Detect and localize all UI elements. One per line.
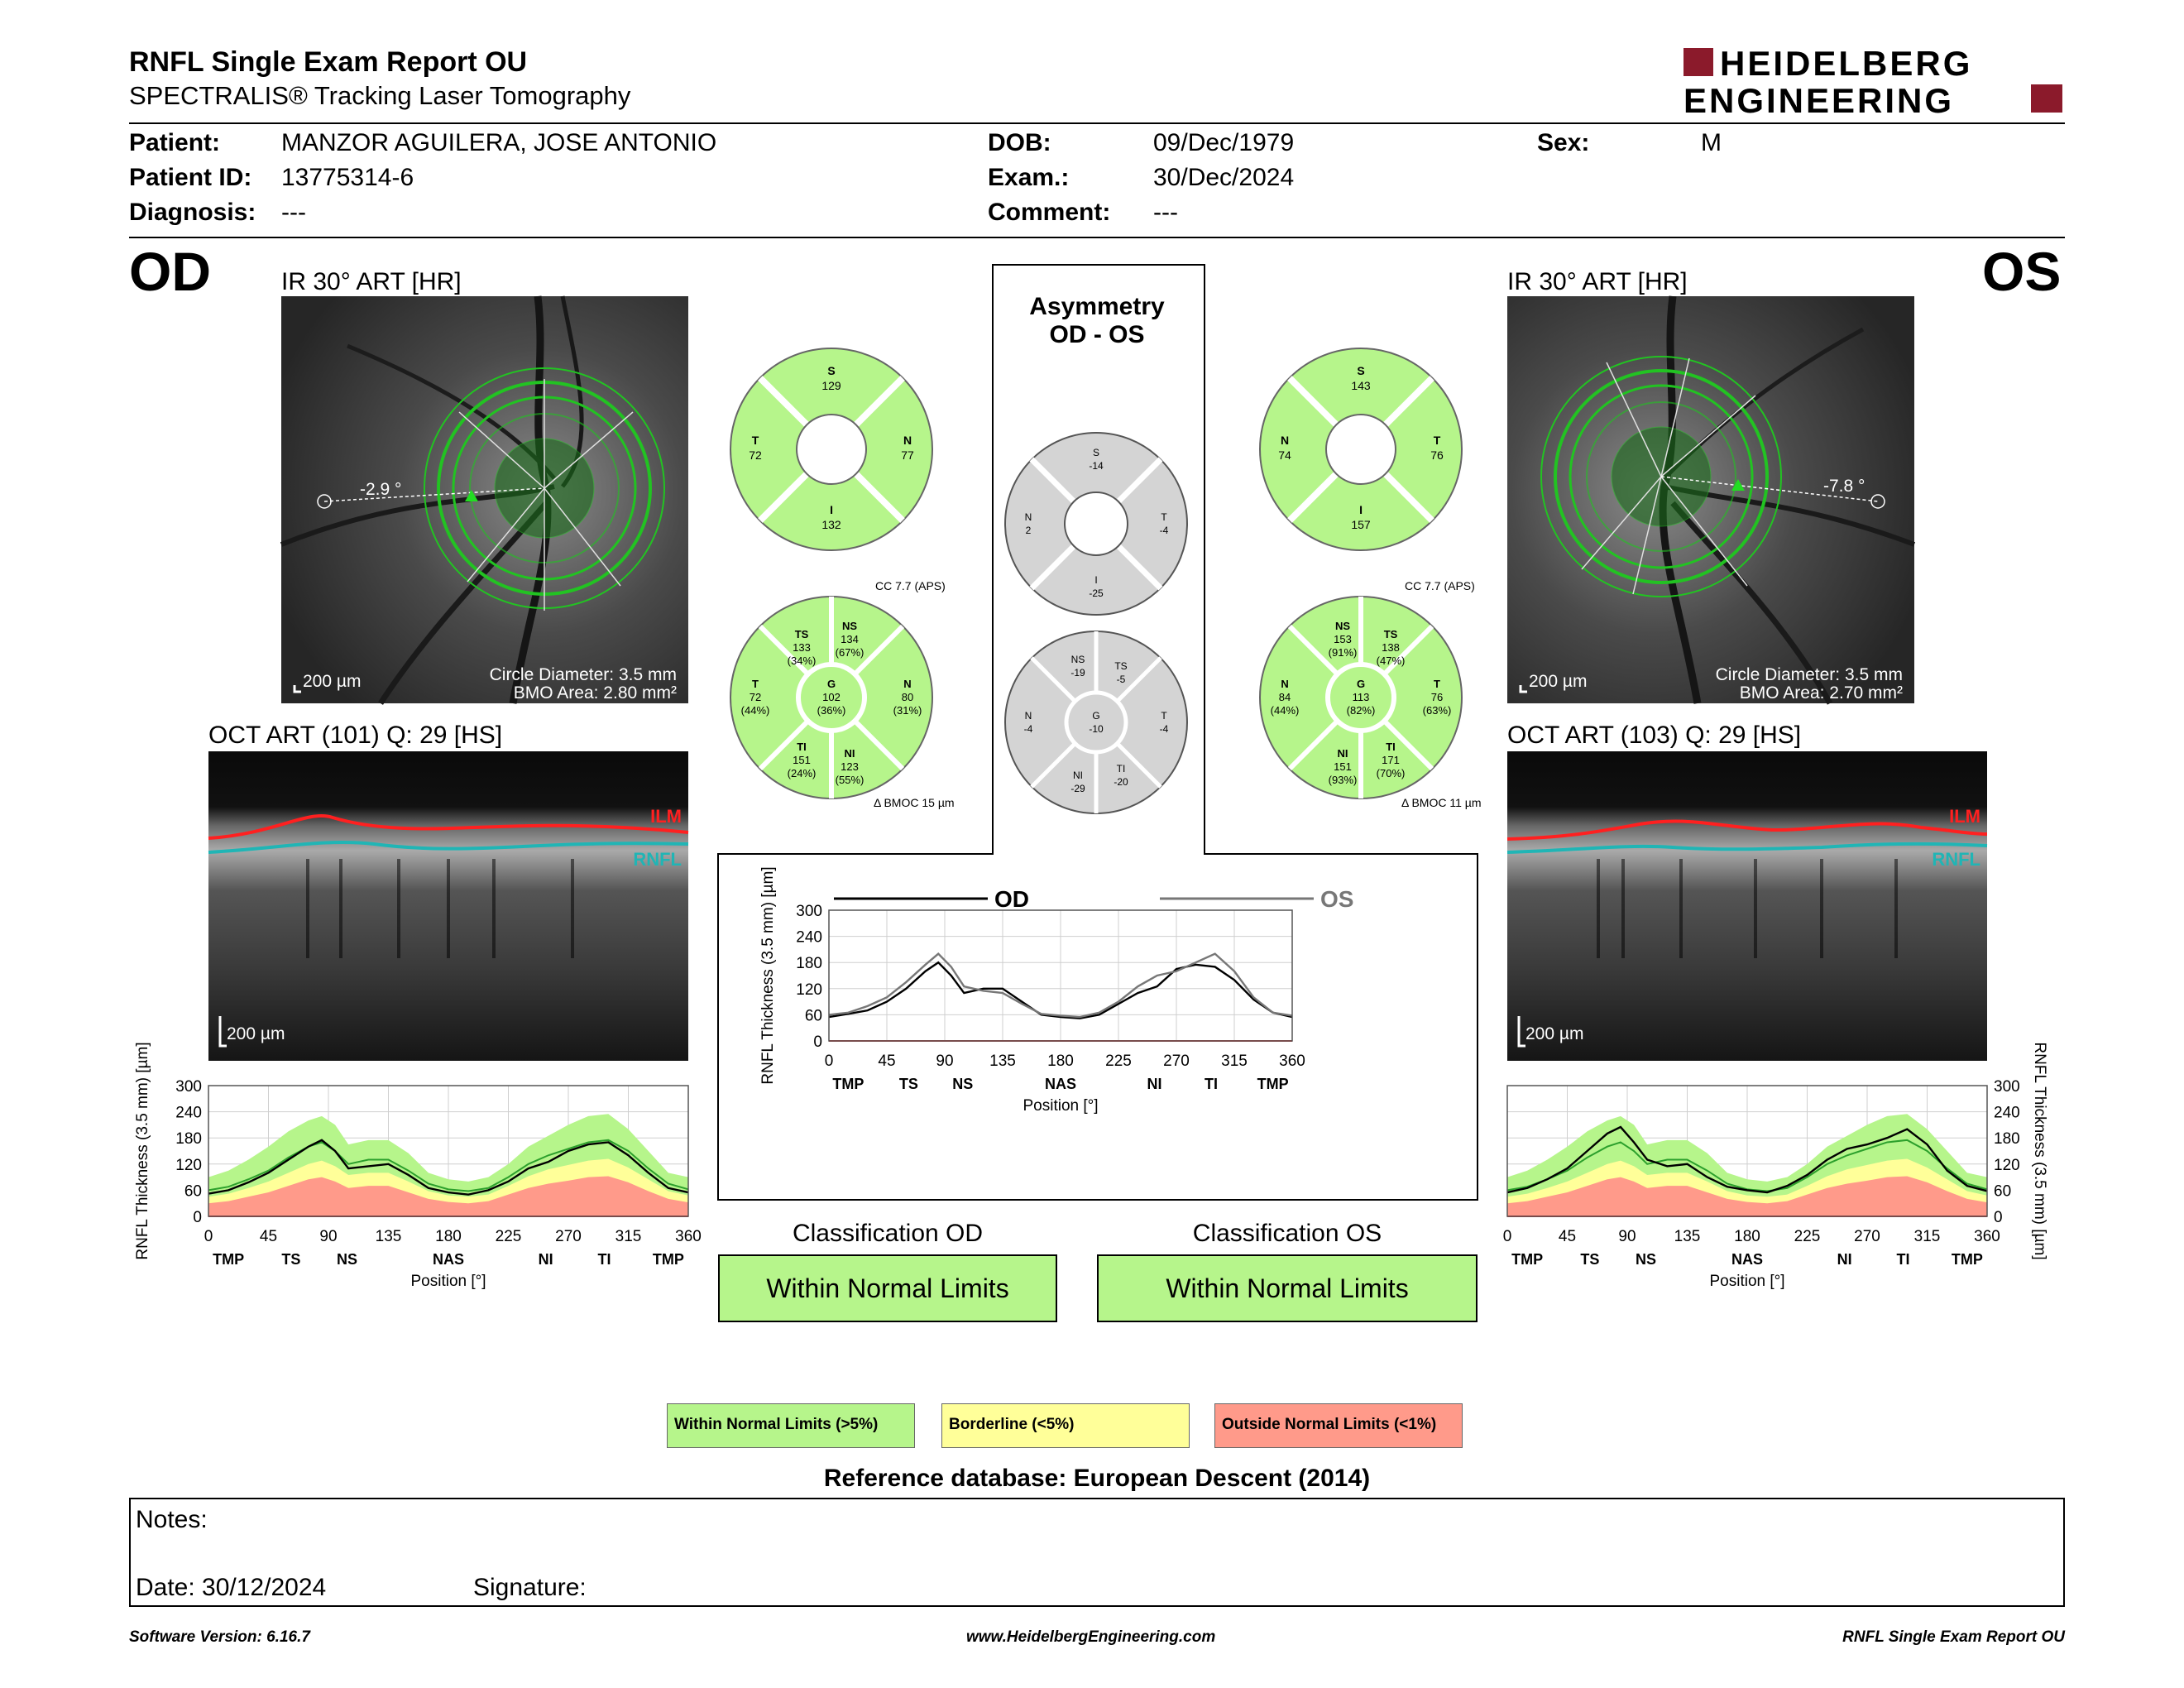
sector-label: TMP xyxy=(213,1251,245,1268)
od-classification-label: Classification OD xyxy=(792,1220,984,1247)
sector-label: NI xyxy=(1147,1076,1162,1092)
svg-text:N: N xyxy=(903,434,912,447)
x-tick-label: 360 xyxy=(1279,1053,1305,1070)
os-bmoc: Δ BMOC 11 µm xyxy=(1401,796,1482,809)
x-axis-label: Position [°] xyxy=(410,1273,486,1290)
sector-label: TI xyxy=(1896,1251,1910,1268)
svg-text:-4: -4 xyxy=(1159,723,1169,735)
x-tick-label: 0 xyxy=(1502,1228,1512,1245)
x-tick-label: 315 xyxy=(1221,1053,1248,1070)
svg-text:133: 133 xyxy=(793,641,811,654)
svg-text:77: 77 xyxy=(901,448,914,462)
legend-os: OS xyxy=(1320,886,1354,912)
svg-text:T: T xyxy=(751,434,759,447)
svg-text:T: T xyxy=(1161,511,1167,523)
svg-text:(91%): (91%) xyxy=(1328,646,1358,659)
x-tick-label: 315 xyxy=(615,1228,642,1245)
dob-label: DOB: xyxy=(988,129,1051,156)
patient-id: 13775314-6 xyxy=(281,164,414,191)
sector-label: NS xyxy=(337,1251,358,1268)
x-axis-label: Position [°] xyxy=(1023,1097,1099,1115)
x-tick-label: 270 xyxy=(1163,1053,1190,1070)
comparison-thickness-chart xyxy=(758,866,1387,1145)
svg-text:-5: -5 xyxy=(1116,674,1126,685)
od-bmo-area: BMO Area: 2.80 mm² xyxy=(513,683,677,703)
sex-label: Sex: xyxy=(1537,129,1590,156)
y-tick-label: 120 xyxy=(1994,1156,2020,1174)
sector-label: NS xyxy=(1636,1251,1657,1268)
sector-label: TS xyxy=(1580,1251,1600,1268)
svg-text:72: 72 xyxy=(749,448,762,462)
y-tick-label: 300 xyxy=(175,1078,202,1096)
svg-text:S: S xyxy=(1092,447,1100,458)
od-eye-label: OD xyxy=(129,241,211,302)
x-tick-label: 135 xyxy=(1674,1228,1701,1245)
svg-text:(67%): (67%) xyxy=(835,646,864,659)
sector-label: NI xyxy=(538,1251,553,1268)
os-eye-label: OS xyxy=(1982,241,2062,302)
svg-text:72: 72 xyxy=(749,691,762,703)
os-bscan-image xyxy=(1507,751,1987,1061)
os-sector-4 xyxy=(1257,346,1464,553)
svg-text:NS: NS xyxy=(1070,654,1085,665)
svg-text:N: N xyxy=(1280,434,1290,447)
asymmetry-sector-6 xyxy=(993,619,1200,826)
svg-text:G: G xyxy=(1356,678,1366,690)
os-classification-label: Classification OS xyxy=(1192,1220,1382,1247)
x-tick-label: 0 xyxy=(204,1228,213,1245)
svg-text:74: 74 xyxy=(1278,448,1291,462)
os-bscan-scale: 200 µm xyxy=(1525,1024,1584,1043)
svg-text:-4: -4 xyxy=(1023,723,1033,735)
x-tick-label: 360 xyxy=(675,1228,702,1245)
svg-text:171: 171 xyxy=(1382,754,1400,766)
signature-label: Signature: xyxy=(473,1574,587,1601)
y-tick-label: 240 xyxy=(796,928,822,947)
asymmetry-title: Asymmetry xyxy=(1029,293,1165,320)
y-tick-label: 0 xyxy=(193,1209,202,1226)
exam-label: Exam.: xyxy=(988,164,1070,191)
svg-text:134: 134 xyxy=(841,633,859,645)
svg-text:N: N xyxy=(1024,511,1032,523)
sector-label: TMP xyxy=(1257,1076,1289,1092)
svg-text:-19: -19 xyxy=(1070,667,1085,679)
svg-text:I: I xyxy=(1359,503,1363,516)
dob: 09/Dec/1979 xyxy=(1153,129,1295,156)
y-tick-label: 120 xyxy=(175,1156,202,1174)
y-tick-label: 300 xyxy=(1994,1078,2020,1096)
svg-text:-14: -14 xyxy=(1089,460,1104,472)
od-ilm-label: ILM xyxy=(650,806,682,827)
sector-label: TI xyxy=(597,1251,611,1268)
svg-text:T: T xyxy=(1433,434,1441,447)
svg-text:2: 2 xyxy=(1025,525,1032,536)
asymmetry-sector-4 xyxy=(993,420,1200,627)
x-tick-label: 0 xyxy=(824,1053,834,1070)
asymmetry-subtitle: OD - OS xyxy=(1049,321,1145,348)
svg-text:T: T xyxy=(1434,678,1440,690)
od-bscan-image xyxy=(208,751,688,1061)
diagnosis-label: Diagnosis: xyxy=(129,199,256,226)
y-tick-label: 240 xyxy=(1994,1104,2020,1122)
svg-text:I: I xyxy=(1094,574,1098,586)
sector-label: NAS xyxy=(1731,1251,1764,1268)
svg-text:(70%): (70%) xyxy=(1376,767,1406,779)
sector-label: NS xyxy=(952,1076,974,1092)
x-tick-label: 270 xyxy=(555,1228,582,1245)
y-tick-label: 60 xyxy=(184,1182,202,1201)
svg-text:84: 84 xyxy=(1278,691,1291,703)
y-tick-label: 180 xyxy=(175,1130,202,1149)
svg-text:TS: TS xyxy=(794,628,809,640)
logo-text-1: HEIDELBERG xyxy=(1720,44,1973,83)
od-thickness-chart xyxy=(132,1042,703,1321)
svg-text:T: T xyxy=(1161,710,1167,722)
diagnosis: --- xyxy=(281,199,306,226)
svg-text:S: S xyxy=(827,364,836,377)
svg-text:T: T xyxy=(752,678,759,690)
exam-date: 30/Dec/2024 xyxy=(1153,164,1295,191)
website-url[interactable]: www.HeidelbergEngineering.com xyxy=(966,1628,1216,1646)
patient-id-label: Patient ID: xyxy=(129,164,252,191)
x-tick-label: 180 xyxy=(1734,1228,1760,1245)
os-ilm-label: ILM xyxy=(1949,806,1980,827)
od-circle-diameter: Circle Diameter: 3.5 mm xyxy=(489,665,677,684)
x-tick-label: 45 xyxy=(878,1053,896,1070)
svg-text:143: 143 xyxy=(1351,379,1371,392)
x-axis-label: Position [°] xyxy=(1709,1273,1785,1290)
svg-text:G: G xyxy=(826,678,836,690)
svg-text:157: 157 xyxy=(1351,518,1371,531)
x-tick-label: 225 xyxy=(1105,1053,1132,1070)
svg-text:I: I xyxy=(830,503,833,516)
svg-text:G: G xyxy=(1092,710,1100,722)
x-tick-label: 90 xyxy=(319,1228,338,1245)
os-angle: -7.8 ° xyxy=(1823,477,1866,496)
sector-label: TMP xyxy=(652,1251,684,1268)
x-tick-label: 270 xyxy=(1854,1228,1880,1245)
patient-name: MANZOR AGUILERA, JOSE ANTONIO xyxy=(281,129,717,156)
svg-text:113: 113 xyxy=(1352,691,1370,703)
svg-text:N: N xyxy=(1281,678,1289,690)
legend-borderline: Borderline (<5%) xyxy=(941,1403,1190,1448)
os-circle-diameter: Circle Diameter: 3.5 mm xyxy=(1715,665,1903,684)
y-tick-label: 240 xyxy=(175,1104,202,1122)
y-tick-label: 60 xyxy=(1994,1182,2012,1201)
sector-label: TS xyxy=(898,1076,918,1092)
notes-box[interactable] xyxy=(129,1498,2065,1607)
notes-date: Date: 30/12/2024 xyxy=(136,1574,327,1601)
od-rnfl-label: RNFL xyxy=(633,849,682,870)
sector-label: NAS xyxy=(1044,1076,1077,1092)
svg-text:TI: TI xyxy=(1116,763,1126,774)
svg-text:(36%): (36%) xyxy=(817,704,846,717)
sector-label: TMP xyxy=(832,1076,864,1092)
svg-text:N: N xyxy=(1024,710,1032,722)
x-tick-label: 45 xyxy=(1558,1228,1577,1245)
report-subtitle: SPECTRALIS® Tracking Laser Tomography xyxy=(129,81,631,110)
svg-text:129: 129 xyxy=(821,379,841,392)
x-tick-label: 225 xyxy=(1794,1228,1821,1245)
os-cc: CC 7.7 (APS) xyxy=(1405,579,1475,592)
svg-text:(31%): (31%) xyxy=(893,704,922,717)
sector-label: NAS xyxy=(432,1251,465,1268)
os-fundus-image xyxy=(1507,296,1914,703)
od-cc: CC 7.7 (APS) xyxy=(875,579,946,592)
od-sector-6 xyxy=(728,594,935,801)
sex: M xyxy=(1701,129,1722,156)
y-tick-label: 180 xyxy=(796,955,822,973)
od-bscan-scale: 200 µm xyxy=(227,1024,285,1043)
svg-text:NI: NI xyxy=(844,747,855,760)
svg-text:138: 138 xyxy=(1382,641,1400,654)
software-version: Software Version: 6.16.7 xyxy=(129,1628,310,1646)
svg-text:123: 123 xyxy=(841,760,859,773)
x-tick-label: 180 xyxy=(435,1228,462,1245)
x-tick-label: 180 xyxy=(1047,1053,1074,1070)
heidelberg-logo xyxy=(1684,43,2064,120)
svg-text:80: 80 xyxy=(901,691,914,703)
svg-text:NI: NI xyxy=(1073,770,1083,781)
y-axis-label: RNFL Thickness (3.5 mm) [µm] xyxy=(2031,1042,2048,1260)
svg-text:(34%): (34%) xyxy=(787,655,817,667)
svg-text:TS: TS xyxy=(1114,660,1128,672)
sector-label: TMP xyxy=(1951,1251,1983,1268)
y-tick-label: 0 xyxy=(813,1033,822,1051)
legend-outside: Outside Normal Limits (<1%) xyxy=(1214,1403,1463,1448)
svg-text:151: 151 xyxy=(1334,760,1352,773)
svg-text:NS: NS xyxy=(1334,620,1351,632)
os-classification-result: Within Normal Limits xyxy=(1097,1254,1478,1322)
legend-od: OD xyxy=(994,886,1029,912)
svg-text:NS: NS xyxy=(841,620,858,632)
reference-database: Reference database: European Descent (2014) xyxy=(823,1465,1371,1492)
y-tick-label: 180 xyxy=(1994,1130,2020,1149)
x-tick-label: 315 xyxy=(1913,1228,1941,1245)
y-tick-label: 0 xyxy=(1994,1209,2003,1226)
svg-text:-29: -29 xyxy=(1070,783,1085,794)
od-oct-caption: OCT ART (101) Q: 29 [HS] xyxy=(208,722,503,749)
logo-text-2: ENGINEERING xyxy=(1684,81,1955,120)
svg-text:76: 76 xyxy=(1430,448,1444,462)
os-scale: 200 µm xyxy=(1529,672,1588,691)
sector-label: TI xyxy=(1205,1076,1218,1092)
svg-text:(24%): (24%) xyxy=(787,767,817,779)
svg-text:151: 151 xyxy=(793,754,811,766)
svg-text:-10: -10 xyxy=(1089,723,1104,735)
svg-text:102: 102 xyxy=(822,691,841,703)
sector-label: NI xyxy=(1837,1251,1852,1268)
svg-text:76: 76 xyxy=(1430,691,1444,703)
sector-label: TS xyxy=(281,1251,301,1268)
x-tick-label: 135 xyxy=(989,1053,1016,1070)
svg-text:TI: TI xyxy=(1386,741,1396,753)
svg-text:N: N xyxy=(903,678,912,690)
legend-normal: Within Normal Limits (>5%) xyxy=(667,1403,915,1448)
svg-text:-4: -4 xyxy=(1159,525,1169,536)
y-tick-label: 60 xyxy=(804,1007,822,1025)
y-axis-label: RNFL Thickness (3.5 mm) [µm] xyxy=(134,1042,151,1260)
svg-text:(93%): (93%) xyxy=(1328,774,1358,786)
report-title: RNFL Single Exam Report OU xyxy=(129,46,528,78)
x-tick-label: 90 xyxy=(1618,1228,1636,1245)
od-angle: -2.9 ° xyxy=(360,480,402,499)
footer-report-name: RNFL Single Exam Report OU xyxy=(1842,1628,2065,1646)
od-scale: 200 µm xyxy=(303,672,362,691)
comment-label: Comment: xyxy=(988,199,1111,226)
svg-text:TI: TI xyxy=(797,741,807,753)
notes-label: Notes: xyxy=(136,1506,208,1533)
svg-text:(44%): (44%) xyxy=(740,704,770,717)
svg-text:NI: NI xyxy=(1337,747,1348,760)
x-tick-label: 90 xyxy=(936,1053,954,1070)
od-sector-4 xyxy=(728,346,935,553)
svg-text:-20: -20 xyxy=(1114,776,1128,788)
y-tick-label: 120 xyxy=(796,981,822,999)
od-fundus-image xyxy=(281,296,688,703)
svg-text:-25: -25 xyxy=(1089,587,1104,599)
svg-text:TS: TS xyxy=(1383,628,1398,640)
x-tick-label: 135 xyxy=(375,1228,402,1245)
patient-label: Patient: xyxy=(129,129,221,156)
os-thickness-chart xyxy=(1502,1042,2078,1321)
svg-text:(63%): (63%) xyxy=(1422,704,1452,717)
x-tick-label: 45 xyxy=(259,1228,278,1245)
sector-label: TMP xyxy=(1511,1251,1544,1268)
od-ir-caption: IR 30° ART [HR] xyxy=(281,268,462,295)
svg-text:S: S xyxy=(1357,364,1365,377)
os-bmo-area: BMO Area: 2.70 mm² xyxy=(1739,683,1903,703)
os-ir-caption: IR 30° ART [HR] xyxy=(1507,268,1688,295)
os-sector-6 xyxy=(1257,594,1464,801)
os-rnfl-label: RNFL xyxy=(1932,849,1980,870)
os-oct-caption: OCT ART (103) Q: 29 [HS] xyxy=(1507,722,1802,749)
svg-text:(44%): (44%) xyxy=(1270,704,1300,717)
svg-text:132: 132 xyxy=(821,518,841,531)
svg-text:153: 153 xyxy=(1334,633,1352,645)
svg-text:(47%): (47%) xyxy=(1376,655,1406,667)
od-classification-result: Within Normal Limits xyxy=(718,1254,1057,1322)
x-tick-label: 225 xyxy=(495,1228,522,1245)
y-axis-label: RNFL Thickness (3.5 mm) [µm] xyxy=(759,866,777,1085)
comment: --- xyxy=(1153,199,1178,226)
svg-text:(82%): (82%) xyxy=(1346,704,1376,717)
x-tick-label: 360 xyxy=(1974,1228,2000,1245)
y-tick-label: 300 xyxy=(796,903,822,920)
od-bmoc: Δ BMOC 15 µm xyxy=(874,796,955,809)
svg-text:(55%): (55%) xyxy=(835,774,864,786)
